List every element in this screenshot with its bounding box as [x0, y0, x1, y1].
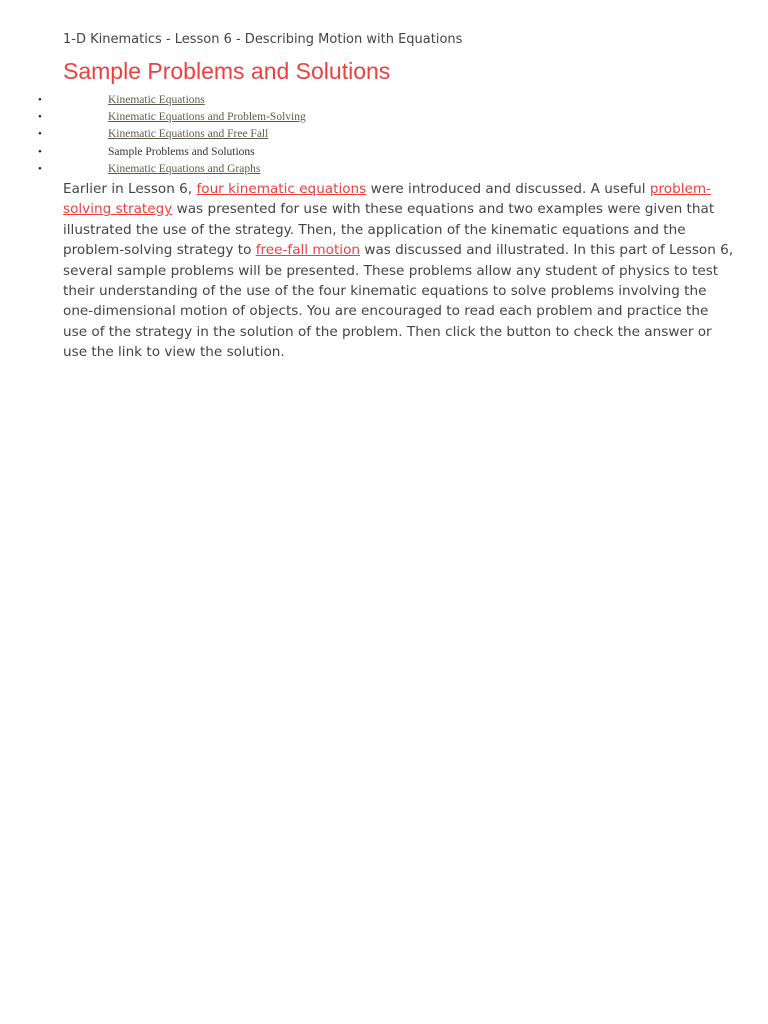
nav-link-kinematic-equations[interactable]: Kinematic Equations — [108, 94, 205, 106]
lesson-nav-item — [38, 126, 735, 143]
lesson-nav-list — [38, 92, 735, 178]
bullet-icon: • — [38, 145, 42, 158]
bullet-icon: • — [38, 94, 42, 106]
nav-link-problem-solving[interactable]: Kinematic Equations and Problem-Solving — [108, 111, 306, 124]
page-title: Sample Problems and Solutions — [63, 58, 391, 84]
intro-text: was discussed and illustrated. In this part of Lesson 6, several sample problems will be presented. These problems allow any student of physics to test their understanding of the use of the four kinematic equations to solve problems involving the one-dimensional motion of objects. You are encouraged to read each problem and practice the use of the strategy in the solution of the problem. Then click the button to check the answer or use the link to view the solution. — [63, 242, 734, 361]
nav-link-free-fall[interactable]: Kinematic Equations and Free Fall — [108, 128, 269, 141]
link-problem-solving-strategy[interactable]: problem-solving strategy — [63, 181, 712, 218]
bullet-icon: • — [38, 111, 42, 124]
intro-text: Earlier in Lesson 6, — [63, 181, 197, 198]
page-content — [38, 30, 735, 363]
bullet-icon: • — [38, 128, 42, 141]
intro-paragraph — [63, 179, 735, 363]
lesson-nav-item — [38, 161, 735, 178]
link-free-fall-motion[interactable]: free-fall motion — [255, 242, 360, 259]
nav-link-graphs[interactable]: Kinematic Equations and Graphs — [108, 162, 261, 175]
lesson-nav-item — [38, 109, 735, 126]
link-four-kinematic-equations[interactable]: four kinematic equations — [196, 181, 367, 198]
intro-text: were introduced and discussed. A useful — [366, 181, 650, 198]
bullet-icon: • — [38, 162, 42, 175]
lesson-nav-item — [38, 144, 735, 161]
breadcrumb: 1-D Kinematics - Lesson 6 - Describing Motion with Equations — [63, 32, 463, 47]
nav-current-sample-problems: Sample Problems and Solutions — [108, 145, 255, 158]
intro-text: was presented for use with these equations and two examples were given that illustrated the use of the strategy. Then, the application of the kinematic equations and the problem-solving strategy to — [63, 201, 715, 259]
lesson-nav-item — [38, 92, 735, 109]
